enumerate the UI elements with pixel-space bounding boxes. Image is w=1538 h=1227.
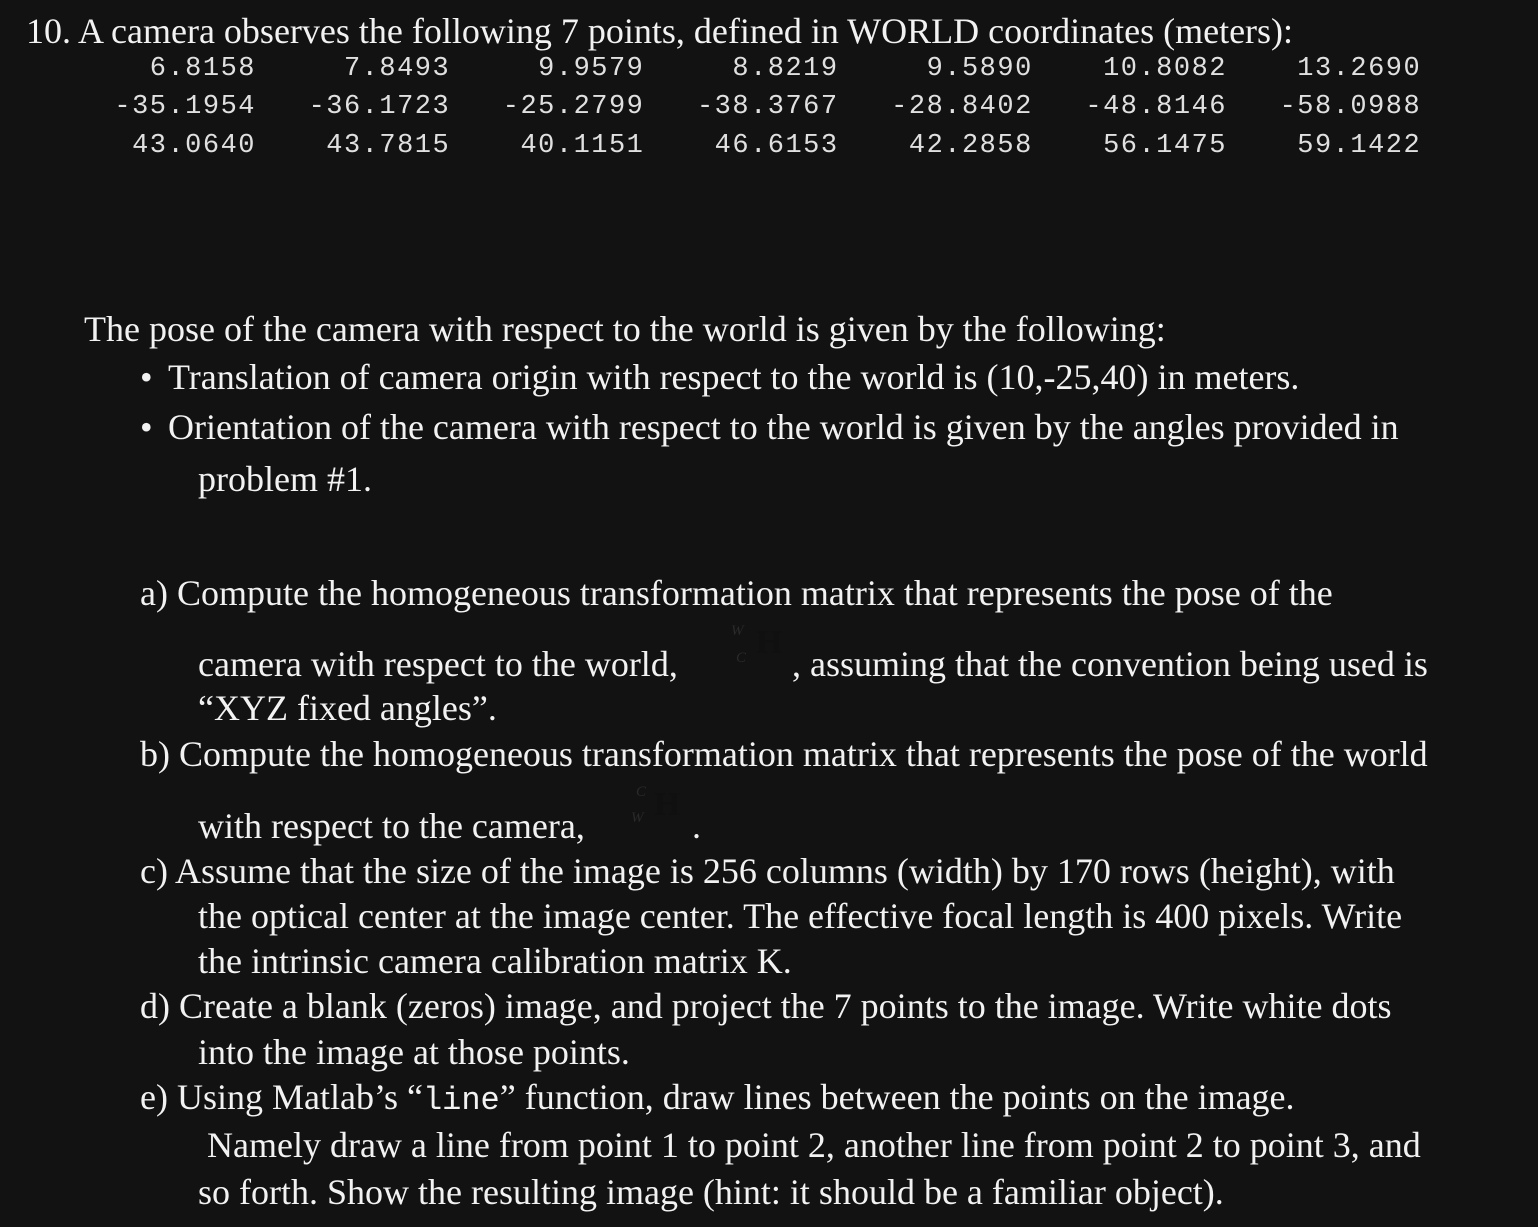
matrix-cell: 40.1151	[520, 131, 645, 161]
matrix-cell: 42.2858	[908, 131, 1033, 161]
part-c-line-3: the intrinsic camera calibration matrix K.	[198, 941, 792, 981]
matrix-cell: -58.0988	[1279, 92, 1422, 122]
cwh-main: H	[654, 786, 681, 823]
matrix-cell: 59.1422	[1297, 131, 1422, 161]
part-b-line-2-pre: with respect to the camera,	[198, 806, 585, 846]
matrix-cell: -48.8146	[1085, 92, 1227, 122]
part-a-line-1: a) Compute the homogeneous transformation matrix that represents the pose of the	[140, 573, 1333, 613]
matrix-cell: 43.0640	[132, 131, 256, 161]
matrix-cell: -28.8402	[891, 92, 1033, 122]
part-e-line-3: so forth. Show the resulting image (hint: it should be a familiar object).	[198, 1172, 1224, 1212]
wch-sup: W	[731, 623, 744, 639]
part-d-line-1: d) Create a blank (zeros) image, and project the 7 points to the image. Write white dots	[140, 986, 1392, 1026]
matrix-cell: 43.7815	[326, 131, 451, 161]
part-e-line-1-pre: e) Using Matlab’s “	[140, 1077, 423, 1117]
matrix-cell: 13.2690	[1297, 54, 1422, 84]
part-b-line-2-post: .	[692, 806, 701, 846]
part-e-line-2: Namely draw a line from point 1 to point 2, another line from point 2 to point 3, and	[207, 1125, 1421, 1165]
part-e-line-1	[140, 1076, 1295, 1119]
matrix-cell: 8.8219	[732, 54, 839, 84]
matrix-cell: 9.9579	[538, 54, 645, 84]
part-a-line-2-post: , assuming that the convention being used is	[792, 644, 1428, 684]
matrix-cell: 6.8158	[149, 54, 256, 84]
part-b-line-1: b) Compute the homogeneous transformation matrix that represents the pose of the world	[140, 734, 1428, 774]
matrix-cell: -25.2799	[502, 92, 645, 122]
part-a-line-3: “XYZ fixed angles”.	[198, 688, 497, 728]
matrix-cell: -38.3767	[696, 92, 839, 122]
part-e-line-1-post: ” function, draw lines between the points on the image.	[499, 1077, 1295, 1117]
bullet-dot: •	[140, 407, 153, 447]
part-c-line-1: c) Assume that the size of the image is 256 columns (width) by 170 rows (height), with	[140, 851, 1395, 891]
wch-sub: C	[736, 650, 747, 666]
cwh-sup: C	[636, 784, 647, 800]
line-function-code: line	[422, 1082, 500, 1119]
matrix-cell: -35.1954	[114, 92, 256, 122]
matrix-cell: 46.6153	[714, 131, 839, 161]
matrix-cell: -36.1723	[308, 92, 451, 122]
cwh-sub: W	[631, 810, 644, 826]
problem-title: 10. A camera observes the following 7 points, defined in WORLD coordinates (meters):	[26, 11, 1294, 51]
pose-intro: The pose of the camera with respect to the world is given by the following:	[84, 309, 1166, 349]
bullet-orientation: Orientation of the camera with respect to the world is given by the angles provided in	[168, 407, 1399, 447]
matrix-cell: 9.5890	[926, 54, 1033, 84]
part-a-line-2-pre: camera with respect to the world,	[198, 644, 678, 684]
part-c-line-2: the optical center at the image center. The effective focal length is 400 pixels. Write	[198, 896, 1403, 936]
bullet-orientation-cont: problem #1.	[198, 459, 372, 499]
matrix-cell: 56.1475	[1103, 131, 1227, 161]
matrix-cell: 7.8493	[343, 54, 451, 84]
bullet-dot: •	[140, 357, 153, 397]
part-d-line-2: into the image at those points.	[198, 1032, 630, 1072]
wch-main: H	[756, 624, 783, 661]
bullet-translation: Translation of camera origin with respect to the world is (10,-25,40) in meters.	[168, 357, 1300, 397]
matrix-cell: 10.8082	[1103, 54, 1227, 84]
